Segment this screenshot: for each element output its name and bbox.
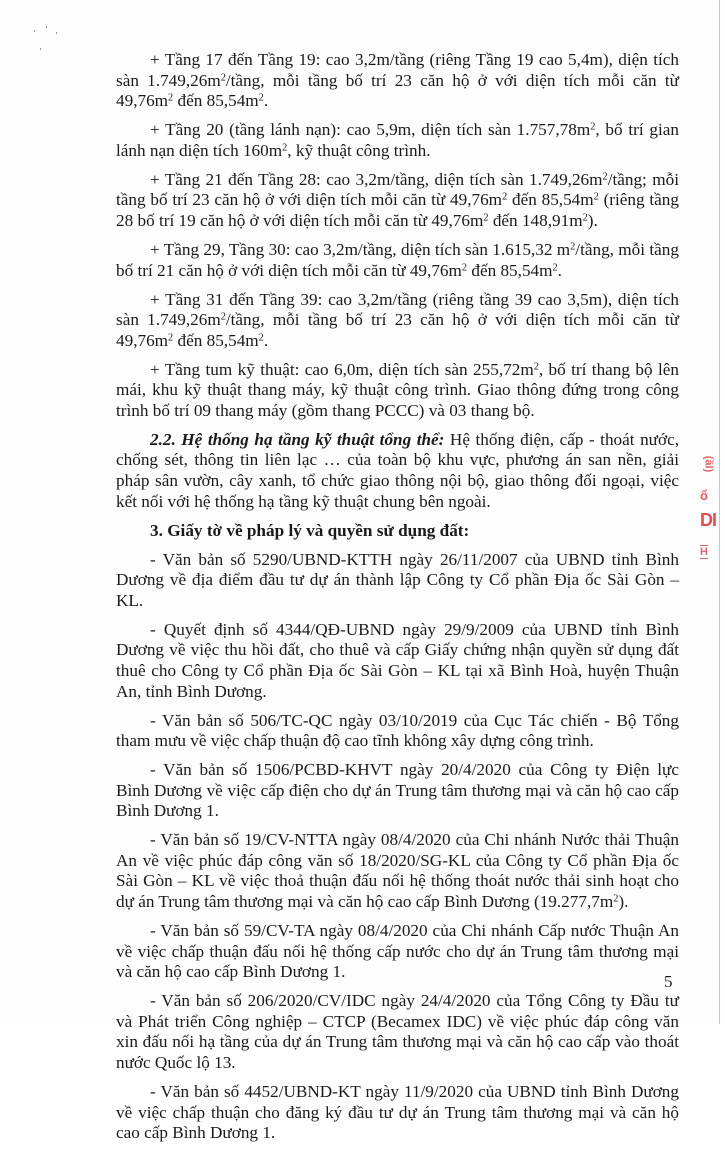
- seal-stamp-fragment: (ầl): [702, 455, 715, 473]
- legal-doc-item: - Văn bản số 206/2020/CV/IDC ngày 24/4/2020 của Tổng Công ty Đầu tư và Phát triển Công nghiệp – CTCP (Becamex IDC) về việc phúc đáp công văn xin đấu nối hạ tầng của dự án Trung tâm thương mại và căn hộ cao cấp vào thoát nước Quốc lộ 13.: [116, 991, 679, 1072]
- floor-paragraph: + Tầng 31 đến Tầng 39: cao 3,2m/tầng (riêng tầng 39 cao 3,5m), diện tích sàn $1.749,26m^2$/tầng, mỗi tầng bố trí 23 căn hộ ở với diện tích mỗi căn từ $49,76m^2$ đến $85,54m^2$.: [116, 289, 679, 350]
- page-fold-edge: [719, 0, 720, 1024]
- legal-doc-item: - Văn bản số 4452/UBND-KT ngày 11/9/2020 của UBND tỉnh Bình Dương về việc chấp thuận cho đăng ký đầu tư dự án Trung tâm thương mại và căn hộ cao cấp Bình Dương 1.: [116, 1081, 679, 1143]
- floor-paragraph: + Tầng 29, Tầng 30: cao 3,2m/tầng, diện tích sàn 1.615,32 $m^2$/tầng, mỗi tầng bố trí 21 căn hộ ở với diện tích mỗi căn từ $49,76m^2$ đến $85,54m^2$.: [116, 239, 679, 280]
- section-3-heading: 3. Giấy tờ về pháp lý và quyền sử dụng đất:: [150, 520, 470, 540]
- section-2-2-heading: 2.2. Hệ thống hạ tầng kỹ thuật tổng thể:: [150, 429, 445, 449]
- legal-doc-item: - Văn bản số 19/CV-NTTA ngày 08/4/2020 của Chi nhánh Nước thải Thuận An về việc phúc đáp công văn số 18/2020/SG-KL của Công ty Cổ phần Địa ốc Sài Gòn – KL về việc thoả thuận đấu nối hệ thống thoát nước thải sinh hoạt cho dự án Trung tâm thương mại và căn hộ cao cấp Bình Dương $(19.277,7m^2)$.: [116, 830, 679, 912]
- section-2-2-paragraph: 2.2. Hệ thống hạ tầng kỹ thuật tổng thể: Hệ thống điện, cấp - thoát nước, chống sét, thông tin liên lạc … của toàn bộ khu vực, phương án san nền, giải pháp sân vườn, cây xanh, tổ chức giao thông nội bộ, giao thông đối ngoại, việc kết nối với hệ thống hạ tầng kỹ thuật chung bên ngoài.: [116, 429, 679, 511]
- seal-stamp-fragment: H: [700, 546, 708, 558]
- scan-specks: [30, 20, 70, 50]
- floor-paragraph: + Tầng 17 đến Tầng 19: cao 3,2m/tầng (riêng Tầng 19 cao 5,4m), diện tích sàn $1.749,26m^2$/tầng, mỗi tầng bố trí 23 căn hộ ở với diện tích mỗi căn từ $49,76m^2$ đến $85,54m^2$.: [116, 50, 679, 111]
- document-body: [116, 50, 679, 1152]
- legal-doc-item: - Văn bản số 59/CV-TA ngày 08/4/2020 của Chi nhánh Cấp nước Thuận An về việc chấp thuận đấu nối hệ thống cấp nước cho dự án Trung tâm thương mại và căn hộ cao cấp Bình Dương 1.: [116, 921, 679, 982]
- floor-paragraph: + Tầng 20 (tầng lánh nạn): cao 5,9m, diện tích sàn $1.757,78m^2$, bố trí gian lánh nạn diện tích $160m^2$, kỹ thuật công trình.: [116, 120, 679, 160]
- legal-doc-item: - Văn bản số 5290/UBND-KTTH ngày 26/11/2007 của UBND tỉnh Bình Dương về địa điểm đầu tư dự án thành lập Công ty Cổ phần Địa ốc Sài Gòn – KL.: [116, 549, 679, 610]
- legal-doc-item: - Quyết định số 4344/QĐ-UBND ngày 29/9/2009 của UBND tỉnh Bình Dương về việc thu hồi đất, cho thuê và cấp Giấy chứng nhận quyền sử dụng đất thuê cho Công ty Cổ phần Địa ốc Sài Gòn – KL tại xã Bình Hoà, huyện Thuận An, tỉnh Bình Dương.: [116, 619, 679, 701]
- legal-doc-item: - Văn bản số 1506/PCBD-KHVT ngày 20/4/2020 của Công ty Điện lực Bình Dương về việc cấp điện cho dự án Trung tâm thương mại và căn hộ cao cấp Bình Dương 1.: [116, 760, 679, 821]
- seal-stamp-fragment: ổ: [700, 488, 708, 503]
- page-number: 5: [664, 972, 673, 991]
- floor-paragraph: + Tầng 21 đến Tầng 28: cao 3,2m/tầng, diện tích sàn $1.749,26m^2$/tầng; mỗi tầng bố trí 23 căn hộ ở với diện tích mỗi căn từ $49,76m^2$ đến $85,54m^2$ (riêng tầng 28 bố trí 19 căn hộ ở với diện tích mỗi căn từ $49,76m^2$ đến $148,91m^2$).: [116, 169, 679, 230]
- floor-paragraph: + Tầng tum kỹ thuật: cao 6,0m, diện tích sàn $255,72m^2$, bố trí thang bộ lên mái, khu kỹ thuật thang máy, kỹ thuật công trình. Giao thông đứng trong công trình bố trí 09 thang máy (gồm thang PCCC) và 03 thang bộ.: [116, 359, 679, 420]
- seal-stamp-fragment: DI: [700, 510, 716, 530]
- legal-doc-item: - Văn bản số 506/TC-QC ngày 03/10/2019 của Cục Tác chiến - Bộ Tổng tham mưu về việc chấp thuận độ cao tĩnh không xây dựng công trình.: [116, 710, 679, 751]
